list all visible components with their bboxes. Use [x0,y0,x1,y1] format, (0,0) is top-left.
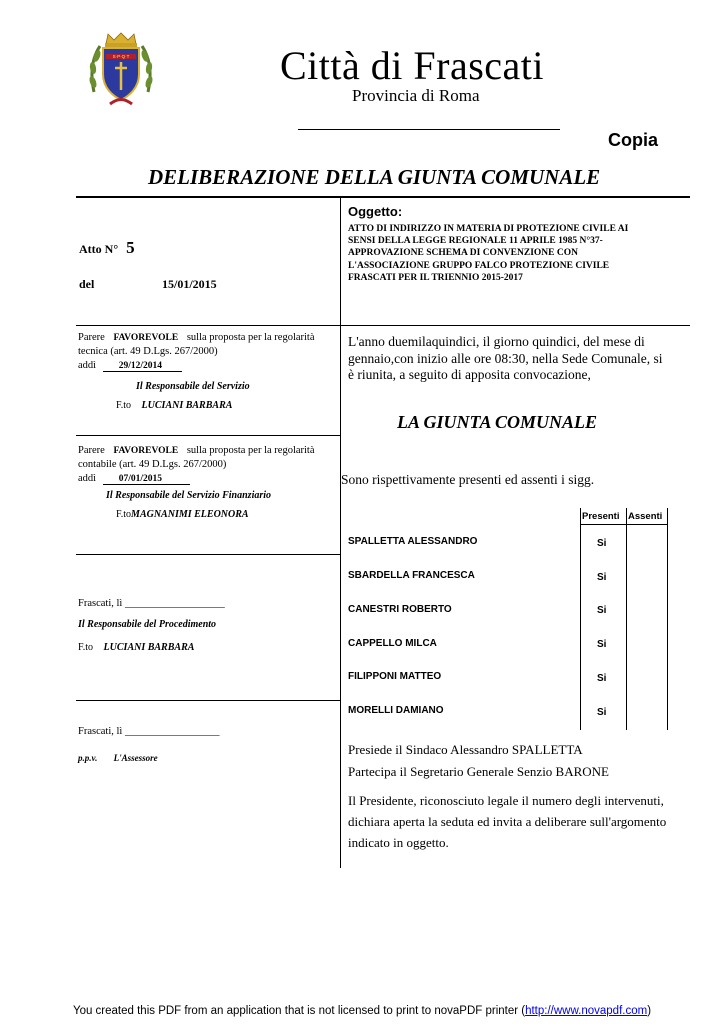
opinion-text: tecnica (art. 49 D.Lgs. 267/2000) [78,346,218,357]
technical-opinion [78,331,338,373]
opinion-value: FAVOREVOLE [113,333,179,343]
crest-text: S·P·Q·T [112,54,130,59]
city-crest-logo [88,32,154,114]
subject-line: APPROVAZIONE SCHEMA DI CONVENZIONE CON [348,248,578,259]
col-present-header: Presenti [582,511,620,522]
closing-text [348,790,693,853]
footer-close: ) [647,1005,652,1017]
accounting-role: Il Responsabile del Servizio Finanziario [106,490,272,501]
col-absent-header: Assenti [628,511,663,522]
column-divider [340,196,341,868]
technical-role: Il Responsabile del Servizio [136,381,250,392]
member-present: Si [597,572,607,583]
novapdf-link[interactable]: http://www.novapdf.com [525,1005,648,1017]
presides-line: Presiede il Sindaco Alessandro SPALLETTA [348,742,583,757]
ppv-label: p.p.v. [78,753,98,763]
left-divider [76,554,340,555]
member-present: Si [597,707,607,718]
signer-name: MAGNANIMI ELEONORA [131,509,249,520]
act-number-label: Atto N° [79,242,119,256]
fto-label: F.to [116,400,132,411]
closing-line: indicato in oggetto. [348,835,449,850]
accounting-opinion [78,444,338,486]
member-name: CAPPELLO MILCA [348,638,437,649]
session-intro [348,334,688,384]
member-name: SBARDELLA FRANCESCA [348,570,475,581]
header-underline [298,129,560,130]
subject-line: ATTO DI INDIRIZZO IN MATERIA DI PROTEZIONE CIVILE AI [348,224,629,234]
opinion-date: 29/12/2014 [103,361,182,372]
member-present: Si [597,605,607,616]
document-heading: DELIBERAZIONE DELLA GIUNTA COMUNALE [148,165,601,189]
assessor-role: L'Assessore [113,753,158,763]
opinion-text: sulla proposta per la regolarità [186,332,315,343]
subject-text [348,223,688,284]
signer-name: LUCIANI BARBARA [103,642,195,653]
parere-label: Parere [78,332,105,343]
member-present: Si [597,639,607,650]
attendance-col-line [626,508,627,730]
opinion-text: contabile (art. 49 D.Lgs. 267/2000) [78,459,227,470]
left-divider [76,700,340,701]
copy-label: Copia [608,130,659,150]
secretary-line: Partecipa il Segretario Generale Senzio BARONE [348,764,609,779]
place-label: Frascati, lì [78,726,123,737]
act-date: 15/01/2015 [162,277,217,291]
presence-intro: Sono rispettivamente presenti ed assenti i sigg. [341,472,595,487]
procedure-role: Il Responsabile del Procedimento [78,619,217,630]
row-divider [76,325,690,326]
attendance-col-line [580,508,581,730]
place-label: Frascati, lì [78,598,123,609]
technical-signature [116,400,232,411]
left-divider [76,435,340,436]
opinion-text: sulla proposta per la regolarità [186,445,315,456]
closing-line: Il Presidente, riconosciuto legale il numero degli intervenuti, [348,793,664,808]
member-name: MORELLI DAMIANO [348,705,444,716]
member-name: FILIPPONI MATTEO [348,671,442,682]
pdf-footer-notice [0,1005,724,1017]
procedure-signature [78,642,194,653]
accounting-signature [116,509,249,520]
attendance-col-line [667,508,668,730]
subject-label: Oggetto: [348,204,403,219]
attendance-header-line [580,524,668,525]
subject-line: SENSI DELLA LEGGE REGIONALE 11 APRILE 1985 N°37- [348,236,603,247]
giunta-title: LA GIUNTA COMUNALE [397,412,598,432]
intro-line: L'anno duemilaquindici, il giorno quindici, del mese di [348,334,645,349]
member-present: Si [597,673,607,684]
intro-line: gennaio,con inizio alle ore 08:30, nella Sede Comunale, si [348,350,663,366]
intro-line: è riunita, a seguito di apposita convocazione, [348,367,591,382]
fto-label: F.to [78,642,94,653]
act-number-value: 5 [126,238,135,257]
member-name: CANESTRI ROBERTO [348,604,452,615]
date-blank: __________________ [124,726,220,737]
city-title: Città di Frascati [280,43,545,88]
footer-text: You created this PDF from an application that is not licensed to print to novaPDF printer ( [72,1005,526,1017]
assessor-signature [78,753,158,763]
subject-line: L'ASSOCIAZIONE GRUPPO FALCO PROTEZIONE CIVILE [348,260,610,271]
signer-name: LUCIANI BARBARA [141,400,233,411]
act-date-label: del [79,277,95,291]
procedure-place [78,597,225,611]
addi-label: addì [78,360,97,371]
province-subtitle: Provincia di Roma [352,86,480,105]
assessor-place [78,725,219,739]
fto-label: F.to [116,509,132,520]
subject-line: FRASCATI PER IL TRIENNIO 2015-2017 [348,272,523,283]
member-present: Si [597,538,607,549]
table-top-border [76,196,690,198]
act-number [79,238,135,258]
closing-line: dichiara aperta la seduta ed invita a deliberare sull'argomento [348,814,667,829]
opinion-date: 07/01/2015 [103,474,190,485]
member-name: SPALLETTA ALESSANDRO [348,536,478,547]
parere-label: Parere [78,445,105,456]
addi-label: addì [78,473,97,484]
opinion-value: FAVOREVOLE [113,446,179,456]
date-blank: ___________________ [124,598,225,609]
